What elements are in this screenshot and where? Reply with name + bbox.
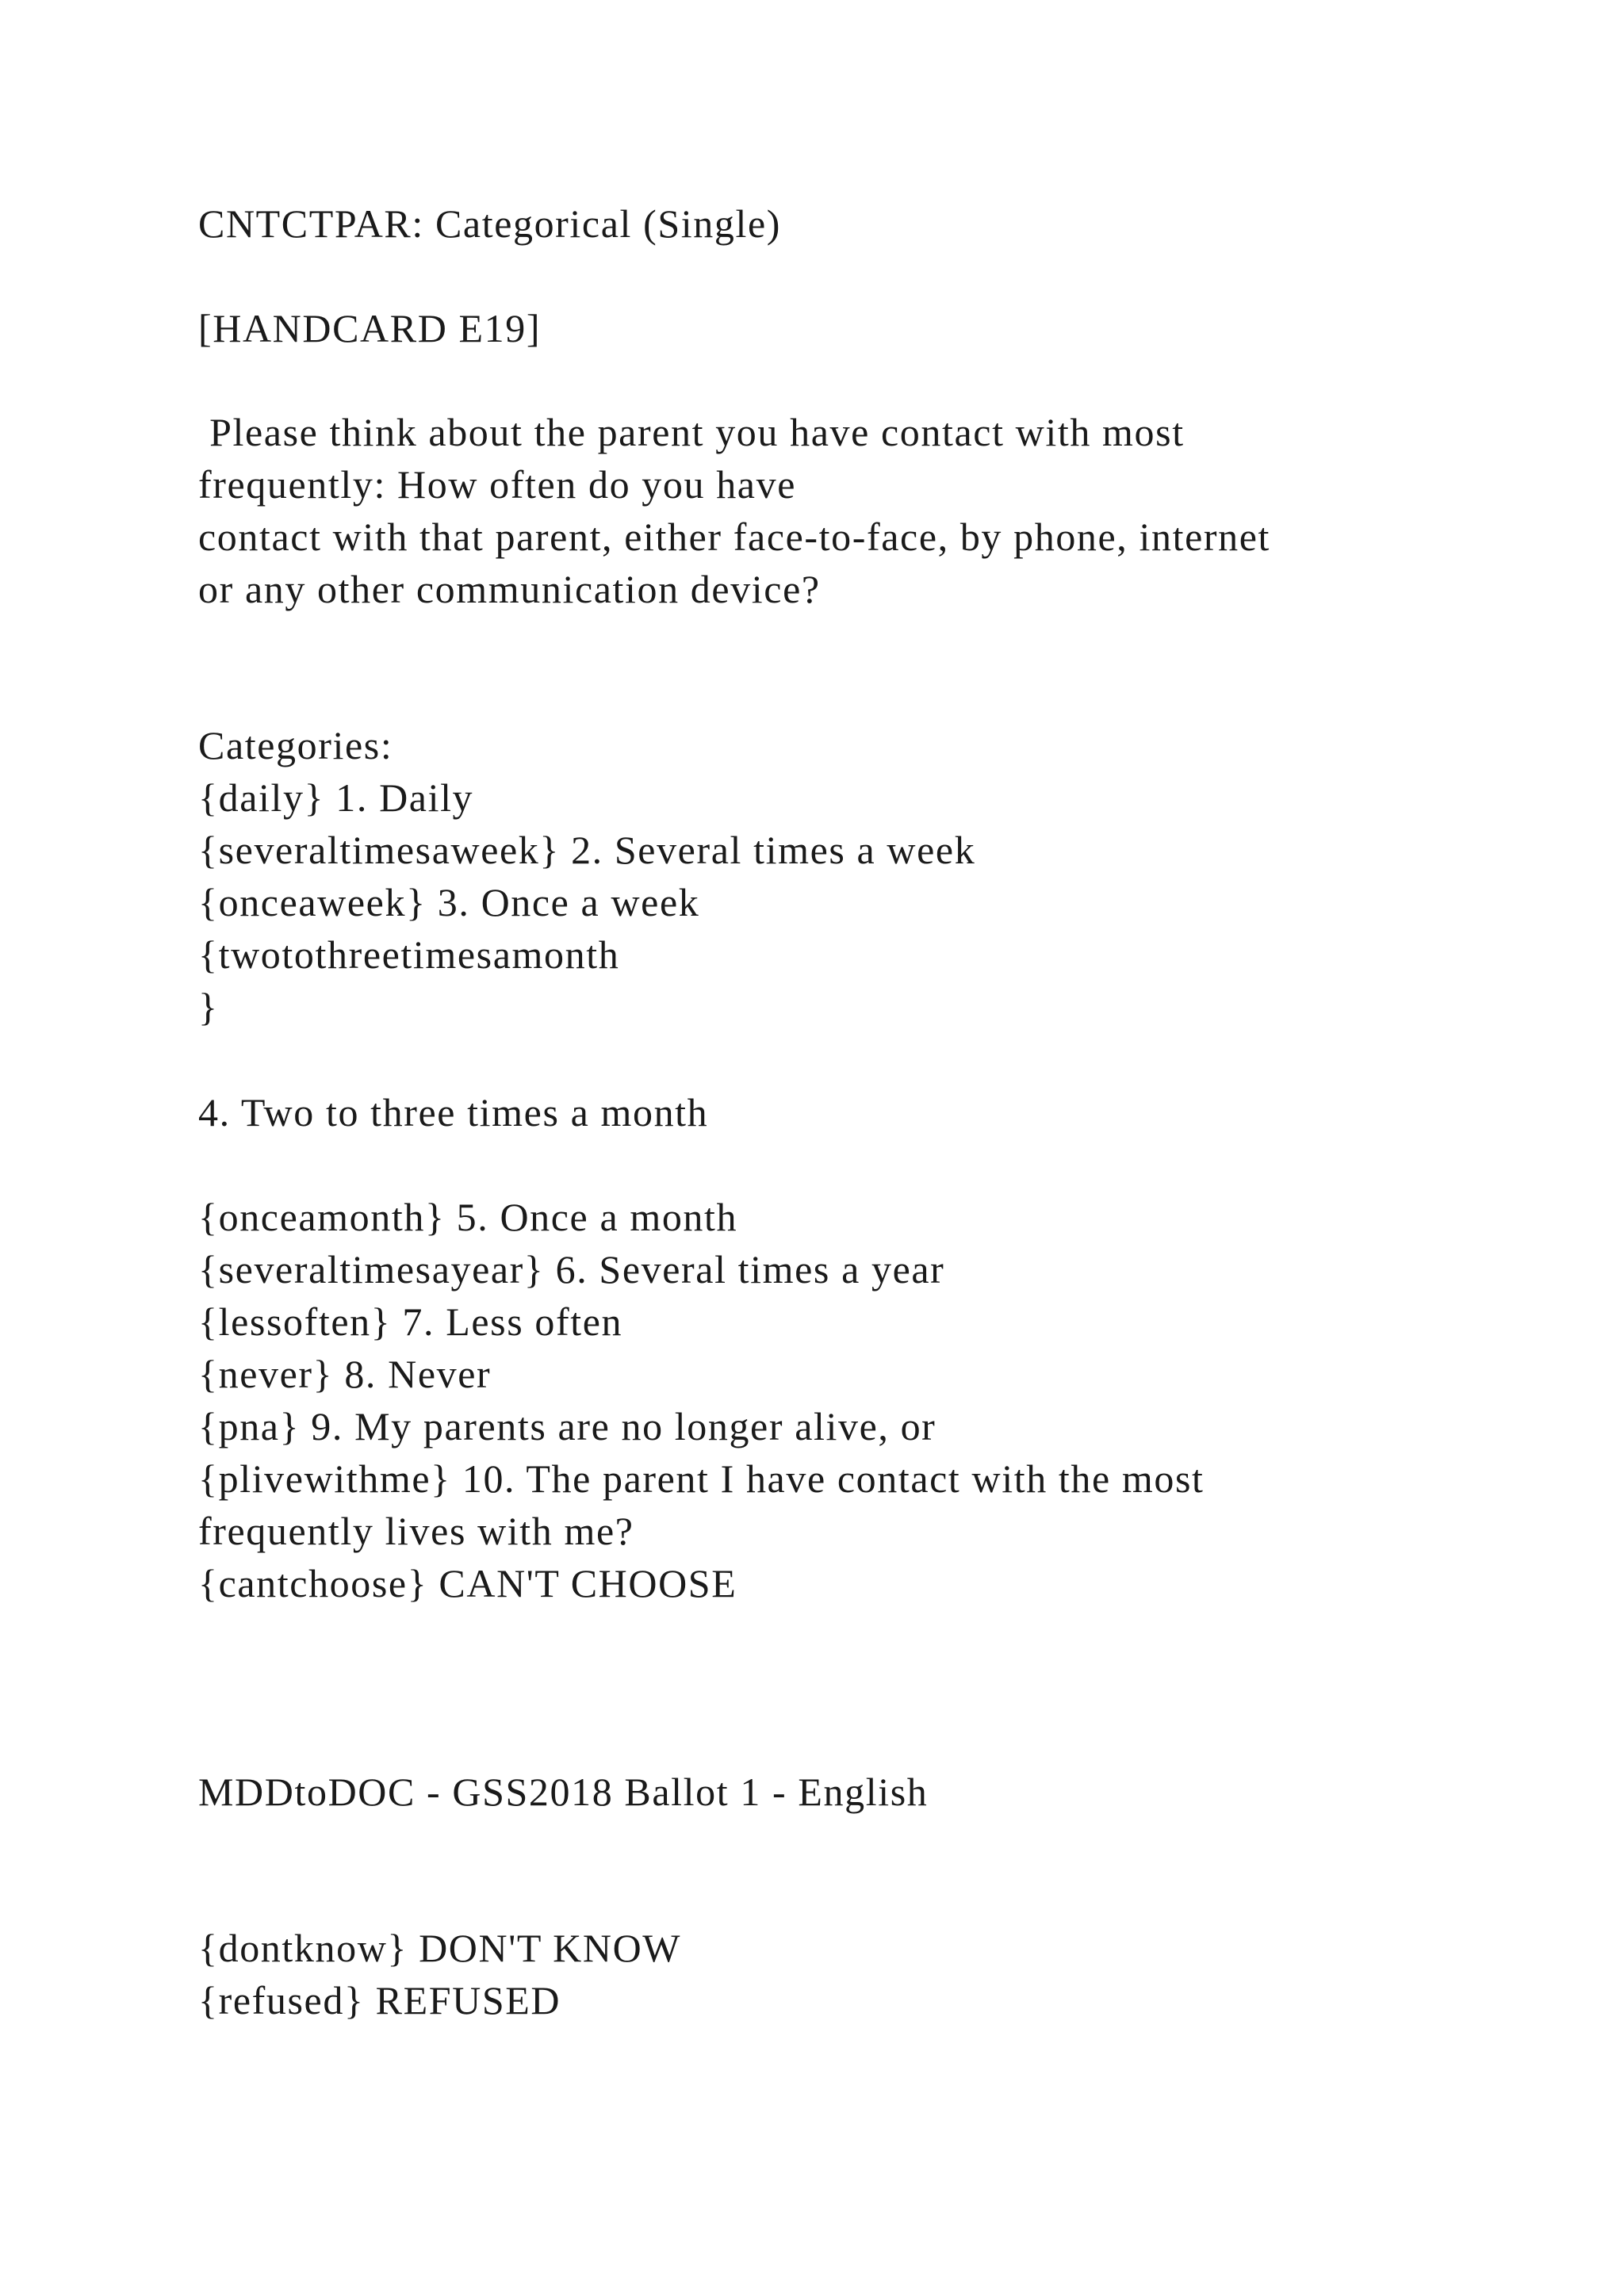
category-item: frequently lives with me?: [198, 1509, 634, 1553]
category-item: {onceaweek} 3. Once a week: [198, 880, 700, 924]
question-text-line: contact with that parent, either face-to-face, by phone, internet: [198, 515, 1271, 559]
category-item: {pna} 9. My parents are no longer alive, or: [198, 1404, 936, 1448]
category-item: {plivewithme} 10. The parent I have contact with the most: [198, 1456, 1205, 1501]
extra-option-item: {refused} REFUSED: [198, 1978, 561, 2022]
category-item: {severaltimesayear} 6. Several times a year: [198, 1247, 945, 1292]
category-item: {never} 8. Never: [198, 1352, 492, 1396]
category-item: {daily} 1. Daily: [198, 775, 474, 820]
document-footer: MDDtoDOC - GSS2018 Ballot 1 - English: [198, 1770, 929, 1814]
categories-label: Categories:: [198, 723, 393, 767]
extra-option-item: {dontknow} DON'T KNOW: [198, 1926, 682, 1970]
question-text-line: Please think about the parent you have contact with most: [198, 410, 1185, 454]
category-item: {cantchoose} CAN'T CHOOSE: [198, 1561, 737, 1605]
question-text-line: or any other communication device?: [198, 567, 821, 611]
handcard-label: [HANDCARD E19]: [198, 306, 542, 350]
question-id-heading: CNTCTPAR: Categorical (Single): [198, 201, 781, 246]
question-text-line: frequently: How often do you have: [198, 462, 796, 507]
category-item: {onceamonth} 5. Once a month: [198, 1195, 738, 1239]
category-item: {twotothreetimesamonth: [198, 932, 620, 977]
category-item: {severaltimesaweek} 2. Several times a week: [198, 828, 976, 872]
category-item: }: [198, 985, 219, 1029]
category-item: {lessoften} 7. Less often: [198, 1299, 623, 1344]
category-item: 4. Two to three times a month: [198, 1090, 709, 1135]
